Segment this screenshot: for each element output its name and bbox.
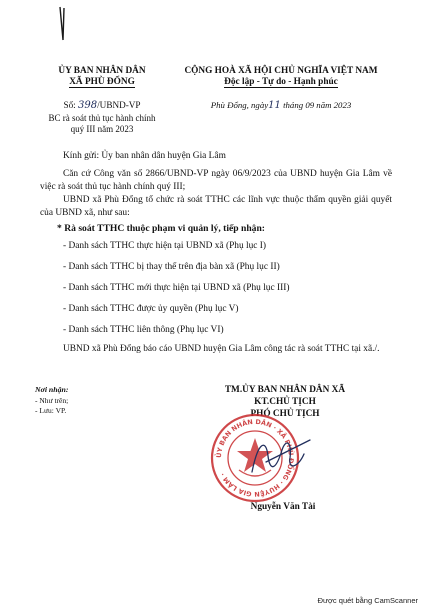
paragraph-1: Căn cứ Công văn số 2866/UBND-VP ngày 06/9/2023 của UBND huyện Gia Lâm về việc rà soát thủ tục hành chính quý III; xyxy=(40,169,392,192)
list-item: - Danh sách TTHC được ủy quyền (Phụ lục V) xyxy=(63,304,239,314)
recipients-line: - Lưu: VP. xyxy=(35,406,67,415)
country-title: CỘNG HOÀ XÃ HỘI CHỦ NGHĨA VIỆT NAM xyxy=(184,66,378,76)
paragraph-2: UBND xã Phù Đổng tổ chức rà soát TTHC các lĩnh vực thuộc thẩm quyền giải quyết của UBND xã, như sau: xyxy=(40,195,392,218)
place-date xyxy=(170,100,392,111)
recipients-title: Nơi nhận: xyxy=(35,385,69,394)
signature-line2: KT.CHỦ TỊCH xyxy=(254,397,316,407)
date-prefix: Phù Đổng, ngày xyxy=(210,100,269,110)
signature-line1: TM.ỦY BAN NHÂN DÂN XÃ xyxy=(224,385,346,395)
issuing-org-name: XÃ PHÙ ĐỔNG xyxy=(69,77,135,87)
closing-paragraph: UBND xã Phù Đổng báo cáo UBND huyện Gia Lâm công tác rà soát TTHC tại xã./. xyxy=(63,344,380,354)
issuing-org-line2 xyxy=(35,77,169,87)
list-item: - Danh sách TTHC mới thực hiện tại UBND xã (Phụ lục III) xyxy=(63,283,290,293)
doc-no-prefix: Số: xyxy=(63,100,76,110)
signer-name: Nguyễn Văn Tài xyxy=(250,502,316,512)
recipients-line: - Như trên; xyxy=(35,396,69,405)
scope-heading: * Rà soát TTHC thuộc phạm vi quản lý, tiếp nhận: xyxy=(57,223,266,234)
scanner-footer-note: Được quét bằng CamScanner xyxy=(317,596,418,605)
handwritten-signature xyxy=(246,432,316,480)
issuing-org-line1: ỦY BAN NHÂN DÂN xyxy=(58,66,146,76)
date-suffix: tháng 09 năm 2023 xyxy=(283,100,352,110)
list-item: - Danh sách TTHC bị thay thế trên địa bàn xã (Phụ lục II) xyxy=(63,262,280,272)
doc-no-suffix: /UBND-VP xyxy=(97,100,141,110)
subject-line2: quý III năm 2023 xyxy=(70,124,134,134)
signature-line3: PHÓ CHỦ TỊCH xyxy=(250,409,320,419)
motto xyxy=(170,77,392,87)
subject-line1: BC rà soát thủ tục hành chính xyxy=(48,113,156,123)
pen-mark xyxy=(56,6,70,42)
seal-ring-text: ỦY BAN NHÂN DÂN · XÃ PHÙ ĐỔNG · HUYỆN GIA LÂM · xyxy=(214,417,296,499)
list-item: - Danh sách TTHC liên thông (Phụ lục VI) xyxy=(63,325,224,335)
doc-no-handwritten: 398 xyxy=(78,100,98,111)
date-day-handwritten: 11 xyxy=(268,100,281,111)
list-item: - Danh sách TTHC thực hiện tại UBND xã (Phụ lục I) xyxy=(63,241,267,251)
motto-text: Độc lập - Tự do - Hạnh phúc xyxy=(224,77,338,87)
recipient-line: Kính gửi: Ủy ban nhân dân huyện Gia Lâm xyxy=(63,151,226,161)
document-number xyxy=(35,100,169,111)
